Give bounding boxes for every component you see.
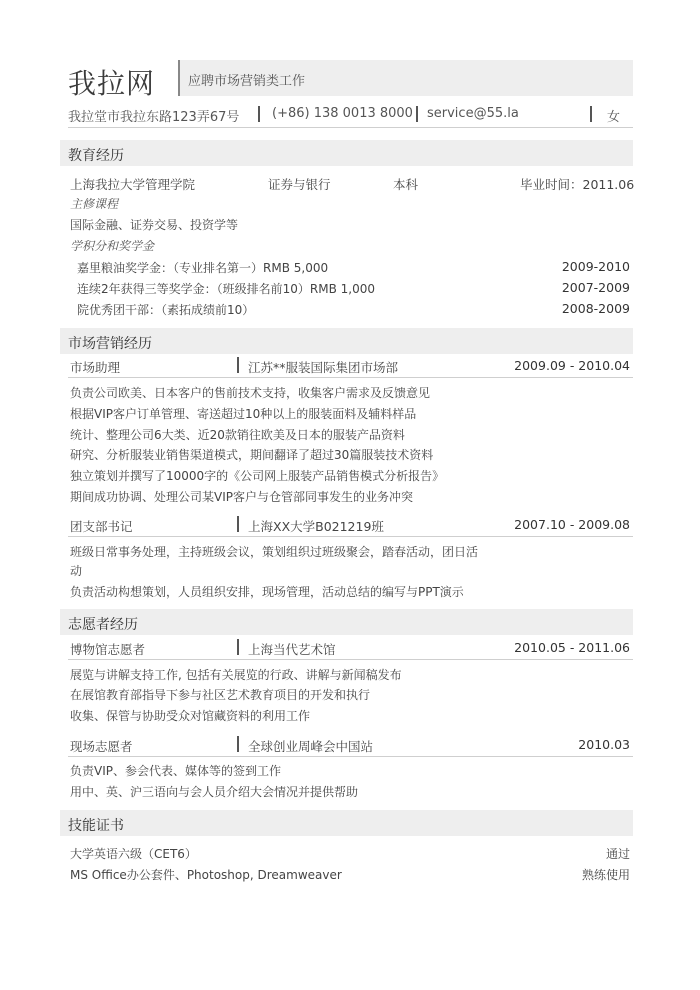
section-education [60,140,633,166]
job-org: 全球创业周峰会中国站 [248,739,374,754]
role-rule [68,659,633,660]
award-item: 连续2年获得三等奖学金：（班级排名前10）RMB 1,000 [77,282,375,296]
section-title: 志愿者经历 [68,617,138,633]
role-divider [237,736,239,752]
candidate-name: 我拉网 [68,67,156,100]
job-duty: 统计、整理公司6大类、近20款销往欧美及日本的服装产品资料 [70,428,405,442]
award-year: 2007-2009 [561,280,630,295]
job-role: 团支部书记 [70,519,133,534]
role-rule [68,756,633,757]
position-text: 应聘市场营销类工作 [188,74,306,89]
job-date: 2010.03 [578,737,630,752]
courses-text: 国际金融、证券交易、投资学等 [70,218,239,232]
award-year: 2009-2010 [561,259,630,274]
job-role: 市场助理 [70,360,121,375]
contact-divider [416,106,418,122]
award-item: 嘉里粮油奖学金：（专业排名第一）RMB 5,000 [77,261,329,275]
job-duty: 负责VIP、参会代表、媒体等的签到工作 [70,764,281,778]
skill-item: MS Office办公套件、Photoshop, Dreamweaver [70,868,342,882]
job-duty: 动 [70,564,83,578]
phone-text: (+86) 138 0013 8000 [272,106,413,121]
job-duty: 期间成功协调、处理公司某VIP客户与仓管部同事发生的业务冲突 [70,490,413,504]
school-name: 上海我拉大学管理学院 [70,177,196,192]
job-duty: 收集、保管与协助受众对馆藏资料的利用工作 [70,709,311,723]
award-item: 院优秀团干部：（素拓成绩前10） [77,303,255,317]
header-rule [68,127,633,128]
role-rule [68,536,633,537]
gender-text: 女 [607,110,621,125]
graduation-date: 毕业时间：2011.06 [520,177,635,192]
contact-divider [258,106,260,122]
job-date: 2007.10 - 2009.08 [514,517,630,532]
position-banner [178,60,633,96]
award-year: 2008-2009 [561,301,630,316]
role-divider [237,639,239,655]
skill-level: 熟练使用 [581,868,630,882]
job-role: 现场志愿者 [70,739,133,754]
job-duty: 负责活动构想策划，人员组织安排，现场管理，活动总结的编写与PPT演示 [70,585,464,599]
role-rule [68,377,633,378]
job-org: 江苏**服装国际集团市场部 [248,360,399,375]
role-divider [237,516,239,532]
section-title: 教育经历 [68,148,124,164]
section-skills [60,810,633,836]
job-duty: 展览与讲解支持工作, 包括有关展览的行政、讲解与新闻稿发布 [70,668,402,682]
job-role: 博物馆志愿者 [70,642,146,657]
job-duty: 在展馆教育部指导下参与社区艺术教育项目的开发和执行 [70,688,371,702]
job-duty: 根据VIP客户订单管理、寄送超过10种以上的服装面料及辅料样品 [70,407,417,421]
section-marketing [60,328,633,354]
awards-label: 学积分和奖学金 [70,239,155,253]
job-duty: 用中、英、沪三语向与会人员介绍大会情况并提供帮助 [70,785,359,799]
role-divider [237,357,239,373]
section-title: 技能证书 [68,818,124,834]
job-date: 2010.05 - 2011.06 [514,640,630,655]
section-volunteer [60,609,633,635]
job-duty: 研究、分析服装业销售渠道模式，期间翻译了超过30篇服装技术资料 [70,448,434,462]
job-org: 上海当代艺术馆 [248,642,336,657]
skill-item: 大学英语六级（CET6） [70,847,197,861]
job-date: 2009.09 - 2010.04 [514,358,630,373]
job-duty: 班级日常事务处理，主持班级会议，策划组织过班级聚会，踏春活动，团日活 [70,545,479,559]
address-text: 我拉堂市我拉东路123弄67号 [68,110,240,125]
contact-divider [590,106,592,122]
degree-text: 本科 [393,177,419,192]
skill-level: 通过 [605,847,630,861]
courses-label: 主修课程 [70,197,119,211]
major-text: 证券与银行 [268,177,331,192]
job-duty: 负责公司欧美、日本客户的售前技术支持，收集客户需求及反馈意见 [70,386,431,400]
job-duty: 独立策划并撰写了10000字的《公司网上服装产品销售模式分析报告》 [70,469,445,483]
section-title: 市场营销经历 [68,336,152,352]
job-org: 上海XX大学B021219班 [248,519,384,534]
email-text[interactable]: service@55.la [427,106,519,121]
banner-divider [178,60,180,96]
